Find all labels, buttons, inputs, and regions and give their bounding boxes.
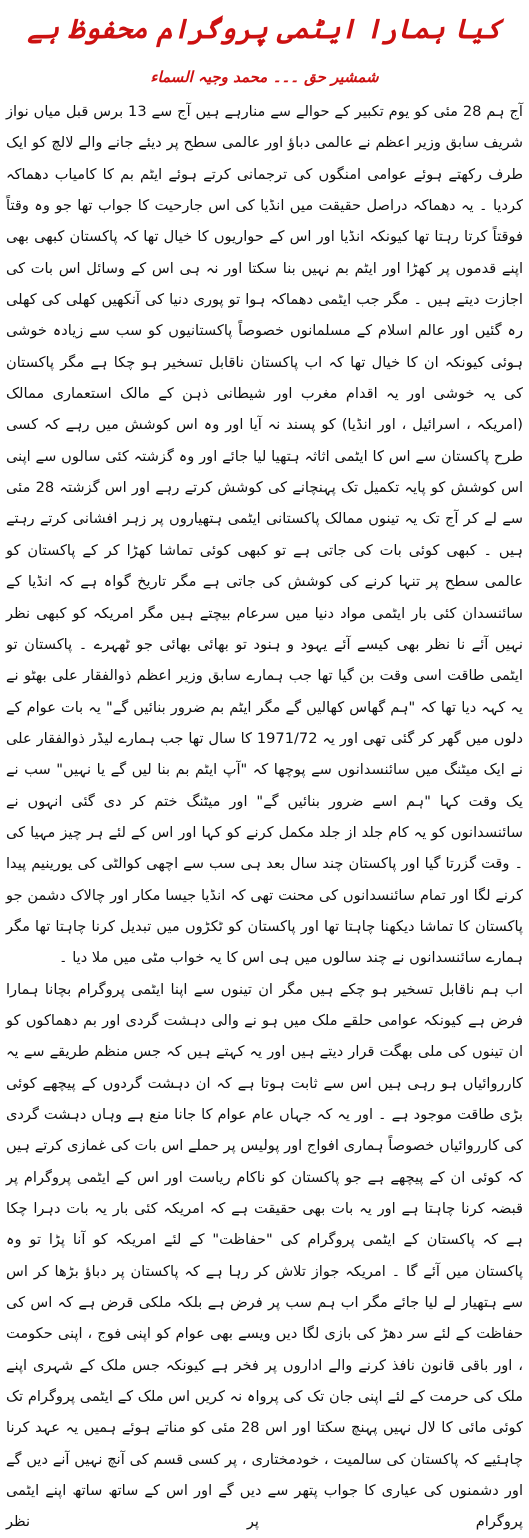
article-paragraph-1: آج ہم 28 مئی کو یوم تکبیر کے حوالے سے منارہے ہیں آج سے 13 برس قبل میاں نواز شریف سابق وزیر اعظم نے عالمی دباؤ اور عالمی سطح پر دیئے جانے والے لالچ کو ایک طرف رکھتے ہوئے عوامی امنگوں کی ترجمانی کرتے ہوئے ایٹم بم کا کامیاب دھماکہ کردیا ۔ یہ دھماکہ دراصل حقیقت میں انڈیا کی اس جارحیت کا جواب تھا جو وہ وقتاً فوقتاً کرتا رہتا تھا کیونکہ انڈیا اور اس کے حواریوں کا خیال تھا کہ پاکستان کبھی بھی اپنے قدموں پر کھڑا اور ایٹم بم نہیں بنا سکتا اور نہ ہی اس کے وسائل اس بات کی اجازت دیتے ہیں ۔ مگر جب ایٹمی دھماکہ ہوا تو پوری دنیا کی آنکھیں کھلی کی کھلی رہ گئیں اور عالم اسلام کے مسلمانوں خصوصاً پاکستانیوں کو سب سے زیادہ خوشی ہوئی کیونکہ ان کا خیال تھا کہ اب پاکستان ناقابل تسخیر ہو چکا ہے مگر پاکستان کی یہ خوشی اور یہ اقدام مغرب اور شیطانی ذہن کے مالک استعماری ممالک (امریکہ ، اسرائیل ، اور انڈیا) کو پسند نہ آیا اور وہ اس کوشش میں رہے کہ کسی طرح پاکستان سے اس کا ایٹمی اثاثہ ہتھیا لیا جائے اور وہ گزشتہ کئی سالوں سے اپنی اس کوشش کو پایہ تکمیل تک پہنچانے کی کوشش کرتے رہے اور اس گزشتہ 28 مئی سے لے کر آج تک یہ تینوں ممالک پاکستانی ایٹمی ہتھیاروں پر زہر افشانی کرتے رہتے ہیں ۔ کبھی کوئی بات کی جاتی ہے تو کبھی کوئی تماشا کھڑا کر کے پاکستان کو عالمی سطح پر تنہا کرنے کی کوشش کی جاتی ہے مگر تاریخ گواہ ہے کہ انڈیا کے سائنسدان کئی بار ایٹمی مواد دنیا میں سرعام بیچتے ہیں مگر امریکہ کو کبھی نظر نہیں آئے نا نظر بھی کیسے آئے یہود و ہنود تو بھائی بھائی جو ٹھہرے ۔ پاکستان تو ایٹمی طاقت اسی وقت بن گیا تھا جب ہمارے سابق وزیر اعظم ذوالفقار علی بھٹو نے یہ کہہ دیا تھا کہ "ہم گھاس کھالیں گے مگر ایٹم بم ضرور بنائیں گے" یہ بات عوام کے دلوں میں گھر کر گئی تھی اور یہ 1971/72 کا سال تھا جب ہمارے لیڈر ذوالفقار علی نے ایک میٹنگ میں سائنسدانوں سے پوچھا کہ "آپ ایٹم بم بنا لیں گے یا نہیں" سب نے یک وقت کہا "ہم اسے ضرور بنائیں گے" اور میٹنگ ختم کر دی گئی انہوں نے سائنسدانوں کو یہ کام جلد از جلد مکمل کرنے کو کہا اور اس کے لئے ہر چیز مہیا کی ۔ وقت گزرتا گیا اور پاکستان چند سال بعد ہی سب سے اچھی کوالٹی کی یورینیم پیدا کرنے لگا اور تمام سائنسدانوں کی محنت تھی کہ انڈیا جیسا مکار اور چالاک دشمن جو پاکستان کا تماشا دیکھنا چاہتا تھا اور پاکستان کو ٹکڑوں میں تبدیل کرنا چاہتا تھا مگر ہمارے سائنسدانوں نے چند سالوں میں ہی اس کا یہ خواب مٹی میں ملا دیا ۔ bbox=[6, 103, 523, 967]
article-paragraph-2: اب ہم ناقابل تسخیر ہو چکے ہیں مگر ان تینوں سے اپنا ایٹمی پروگرام بچانا ہمارا فرض ہے کیونکہ عوامی حلقے ملک میں ہو نے والی دہشت گردی اور بم دھماکوں کو ان تینوں کی ملی بھگت قرار دیتے ہیں اور یہ کہتے ہیں کہ جس منظم طریقے سے یہ کارروائیاں ہو رہی ہیں اس سے ثابت ہوتا ہے کہ ان دہشت گردوں کے پیچھے کوئی بڑی طاقت موجود ہے ۔ اور یہ کہ جہاں عام عوام کا جانا منع ہے وہاں دہشت گردی کی کارروائیاں خصوصاً ہماری افواج اور پولیس پر حملے اس بات کی غمازی کرتے ہیں کہ کوئی ان کے پیچھے ہے جو پاکستان کو ناکام ریاست اور اس کے ایٹمی پروگرام پر قبضہ کرنا چاہتا ہے اور یہ بات بھی حقیقت ہے کہ امریکہ کئی بار یہ بات دہرا چکا ہے کہ پاکستان کے ایٹمی پروگرام کی "حفاظت" کے لئے امریکہ کو آنا پڑا تو وہ پاکستان میں آئے گا ۔ امریکہ جواز تلاش کر رہا ہے کہ پاکستان پر دباؤ بڑھا کر اس سے ہتھیار لے لیا جائے مگر اب ہم سب پر فرض ہے بلکہ ملکی قرض ہے کہ اس کی حفاظت کے لئے سر دھڑ کی بازی لگا دیں ویسے بھی عوام کو اپنی فوج ، اپنی حکومت ، اور باقی قانون نافذ کرنے والے اداروں پر فخر ہے کیونکہ جس ملک کے شہری اپنے ملک کی حرمت کے لئے اپنی جان تک کی پرواہ نہ کریں اس ملک کے ایٹمی پروگرام تک کوئی مائی کا لال نہیں پہنچ سکتا اور اس 28 مئی کو مناتے ہوئے ہمیں یہ عہد کرنا چاہئیے کہ پاکستان کی سالمیت ، خودمختاری ، پر کسی قسم کی آنچ نہیں آنے دیں گے اور دشمنوں کی عیاری کا جواب پتھر سے دیں گے اور اس کے ساتھ ساتھ اپنے ایٹمی پروگرام پر نظر bbox=[6, 980, 523, 1531]
article-headline: کیا ہمارا ایٹمی پروگرام محفوظ ہے bbox=[27, 14, 502, 45]
article-byline: شمشیر حق ۔۔۔ محمد وجیہ السماء bbox=[150, 68, 379, 86]
article-body bbox=[6, 96, 523, 1538]
